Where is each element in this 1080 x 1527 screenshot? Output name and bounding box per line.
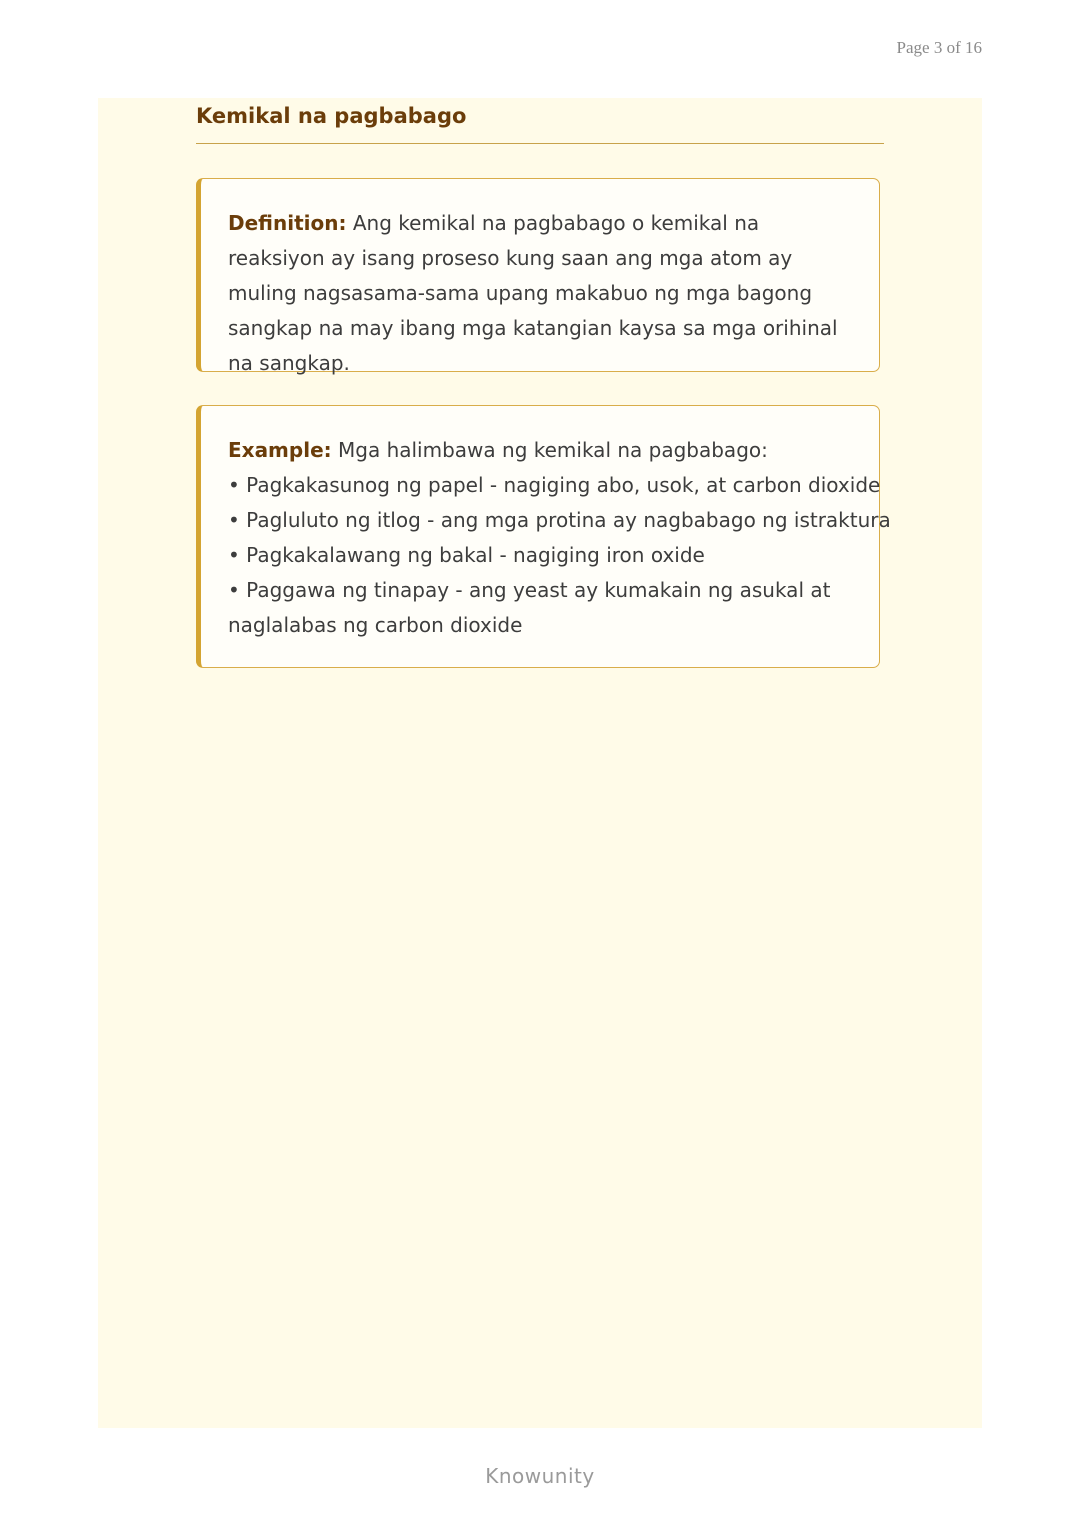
page-number: Page 3 of 16 (896, 38, 982, 57)
definition-callout (196, 178, 880, 375)
example-item: • Paggawa ng tinapay - ang yeast ay kumakain ng asukal at (228, 578, 831, 602)
note-sheet (98, 98, 982, 1428)
section-divider (196, 143, 884, 144)
example-item: • Pagluluto ng itlog - ang mga protina ay nagbabago ng istraktura (228, 508, 891, 532)
definition-label: Definition: (228, 211, 347, 235)
footer-brand: Knowunity (485, 1464, 595, 1488)
example-item: • Pagkakalawang ng bakal - nagiging iron oxide (228, 543, 705, 567)
example-label: Example: (228, 438, 332, 462)
example-intro: Mga halimbawa ng kemikal na pagbabago: (331, 438, 768, 462)
example-item: • Pagkakasunog ng papel - nagiging abo, usok, at carbon dioxide (228, 473, 881, 497)
example-intro-line (228, 433, 855, 468)
section-title: Kemikal na pagbabago (196, 104, 467, 128)
example-callout (196, 405, 891, 668)
definition-text: Ang kemikal na pagbabago o kemikal na reaksiyon ay isang proseso kung saan ang mga atom ay muling nagsasama-sama upang makabuo ng mga bagong sangkap na may ibang mga katangian kaysa sa mga orihinal na sangkap. (228, 211, 838, 375)
example-item-continuation: naglalabas ng carbon dioxide (228, 613, 523, 637)
